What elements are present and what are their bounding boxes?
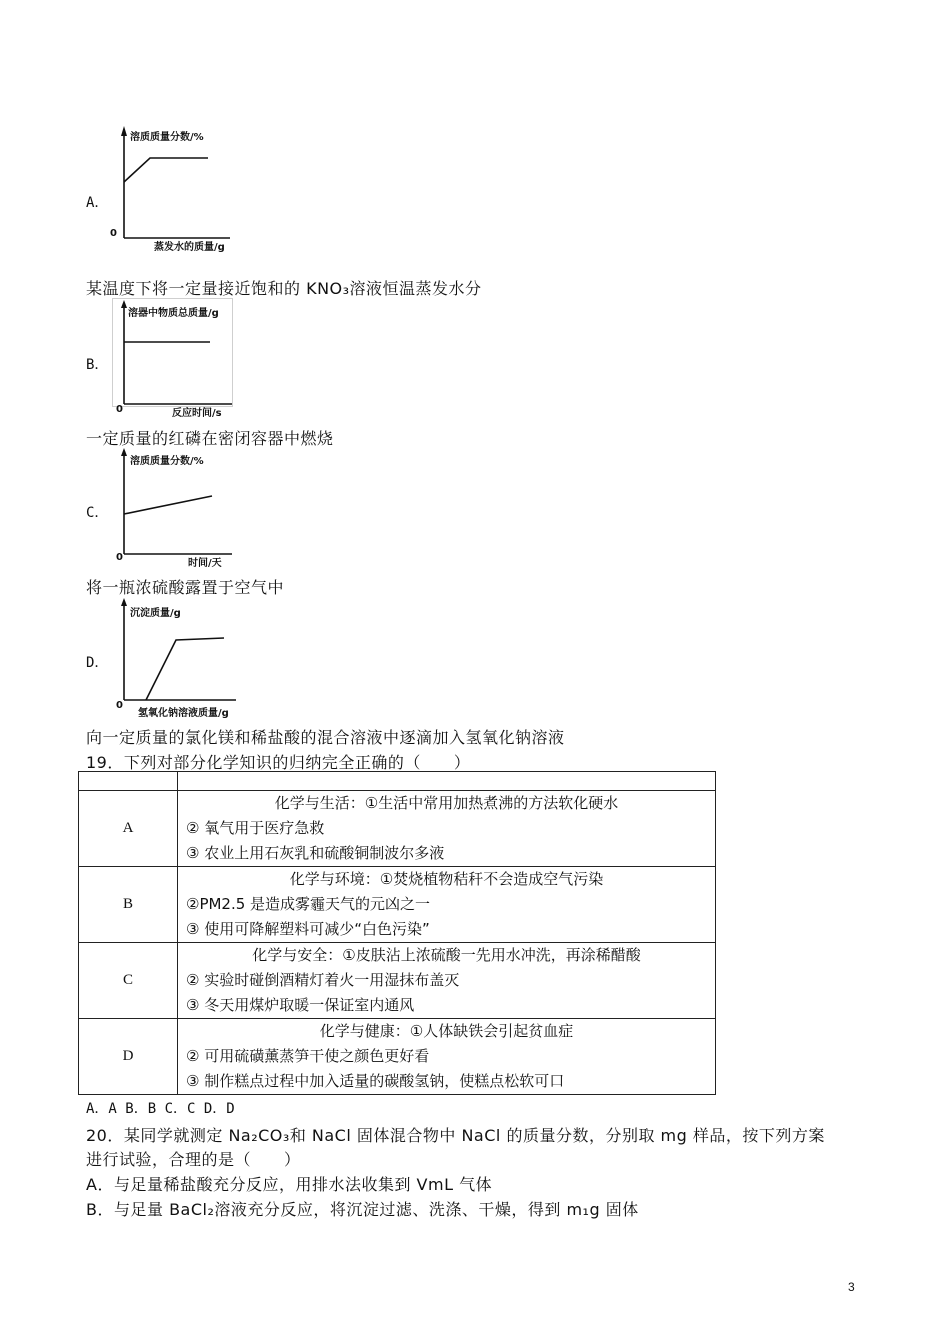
option-c-letter: C． bbox=[86, 505, 109, 521]
q19-row-c-line-3: ③ 冬天用煤炉取暖一保证室内通风 bbox=[186, 996, 415, 1014]
q19-row-d-line-1: 化学与健康：①人体缺铁会引起贫血症 bbox=[319, 1022, 574, 1040]
graph-c-svg bbox=[112, 446, 242, 570]
graph-b-y-label: 溶器中物质总质量/g bbox=[128, 308, 219, 319]
q19-question: 19．下列对部分化学知识的归纳完全正确的（ ） bbox=[86, 753, 471, 772]
graph-d-svg bbox=[112, 596, 247, 720]
q19-row-a-line-2: ② 氧气用于医疗急救 bbox=[186, 819, 325, 837]
q19-header-cell bbox=[178, 772, 716, 791]
graph-c-y-label: 溶质质量分数/% bbox=[130, 456, 204, 467]
option-a-caption: 某温度下将一定量接近饱和的 KNO₃溶液恒温蒸发水分 bbox=[86, 279, 482, 298]
graph-b bbox=[112, 298, 242, 420]
q19-row-b bbox=[79, 867, 716, 943]
graph-c-curve bbox=[124, 496, 212, 514]
graph-d-x-label: 氢氧化钠溶液质量/g bbox=[138, 708, 229, 719]
q19-row-c-content bbox=[178, 943, 716, 1019]
graph-d bbox=[112, 596, 247, 720]
graph-a-curve bbox=[124, 158, 208, 182]
option-b-letter: B． bbox=[86, 357, 109, 373]
graph-a-x-label: 蒸发水的质量/g bbox=[154, 242, 225, 253]
q19-row-d bbox=[79, 1019, 716, 1095]
graph-d-y-label: 沉淀质量/g bbox=[130, 608, 181, 619]
graph-a-y-arrow bbox=[121, 126, 127, 136]
graph-c-y-arrow bbox=[121, 448, 127, 456]
graph-a-svg bbox=[112, 120, 242, 252]
graph-c bbox=[112, 446, 242, 570]
graph-d-origin: 0 bbox=[116, 700, 123, 711]
q20-option-b: B．与足量 BaCl₂溶液充分反应，将沉淀过滤、洗涤、干燥，得到 m₁g 固体 bbox=[86, 1200, 639, 1219]
q19-header-row bbox=[79, 772, 716, 791]
q19-row-d-option: D bbox=[79, 1019, 178, 1095]
q19-answer-choices: A．A B．B C．C D．D bbox=[86, 1101, 235, 1117]
q20-question-line-1: 20．某同学就测定 Na₂CO₃和 NaCl 固体混合物中 NaCl 的质量分数，分别取 mg 样品，按下列方案 bbox=[86, 1126, 825, 1145]
q19-table bbox=[78, 771, 716, 1095]
graph-a bbox=[112, 120, 242, 252]
graph-b-svg bbox=[112, 298, 242, 420]
q19-row-b-line-2: ②PM2.5 是造成雾霾天气的元凶之一 bbox=[186, 895, 431, 913]
q19-row-b-content bbox=[178, 867, 716, 943]
graph-d-y-arrow bbox=[121, 598, 127, 606]
q19-row-a bbox=[79, 791, 716, 867]
graph-b-y-arrow bbox=[121, 300, 127, 308]
option-b-caption: 一定质量的红磷在密闭容器中燃烧 bbox=[86, 429, 334, 448]
q19-row-d-line-3: ③ 制作糕点过程中加入适量的碳酸氢钠，使糕点松软可口 bbox=[186, 1072, 565, 1090]
q20-option-a: A．与足量稀盐酸充分反应，用排水法收集到 VmL 气体 bbox=[86, 1175, 493, 1194]
graph-a-y-label: 溶质质量分数/% bbox=[130, 132, 204, 143]
q19-row-c-line-1: 化学与安全：①皮肤沾上浓硫酸一先用水冲洗，再涂稀醋酸 bbox=[252, 946, 641, 964]
q19-row-d-content bbox=[178, 1019, 716, 1095]
option-d-caption: 向一定质量的氯化镁和稀盐酸的混合溶液中逐滴加入氢氧化钠溶液 bbox=[86, 728, 565, 747]
page-number: 3 bbox=[848, 1280, 855, 1294]
q19-row-b-line-1: 化学与环境：①焚烧植物秸秆不会造成空气污染 bbox=[289, 870, 604, 888]
q19-row-a-line-3: ③ 农业上用石灰乳和硫酸铜制波尔多液 bbox=[186, 844, 445, 862]
graph-c-origin: 0 bbox=[116, 552, 123, 563]
graph-a-origin: 0 bbox=[110, 228, 117, 239]
q19-row-d-line-2: ② 可用硫磺薰蒸笋干使之颜色更好看 bbox=[186, 1047, 430, 1065]
q19-row-c-option: C bbox=[79, 943, 178, 1019]
option-d-letter: D． bbox=[86, 655, 109, 671]
q19-header-cell bbox=[79, 772, 178, 791]
q20-question-line-2: 进行试验，合理的是（ ） bbox=[86, 1150, 301, 1169]
q19-row-c-line-2: ② 实验时碰倒酒精灯着火一用湿抹布盖灭 bbox=[186, 971, 460, 989]
graph-b-x-label: 反应时间/s bbox=[172, 408, 222, 419]
q19-row-a-line-1: 化学与生活：①生活中常用加热煮沸的方法软化硬水 bbox=[274, 794, 619, 812]
graph-c-x-label: 时间/天 bbox=[188, 558, 222, 569]
graph-d-curve bbox=[146, 638, 224, 700]
q19-row-a-option: A bbox=[79, 791, 178, 867]
q19-row-c bbox=[79, 943, 716, 1019]
option-c-caption: 将一瓶浓硫酸露置于空气中 bbox=[86, 578, 285, 597]
option-a-letter: A． bbox=[86, 195, 109, 211]
q19-row-b-line-3: ③ 使用可降解塑料可减少“白色污染” bbox=[186, 920, 430, 938]
q19-row-a-content bbox=[178, 791, 716, 867]
graph-b-origin: 0 bbox=[116, 404, 123, 415]
q19-row-b-option: B bbox=[79, 867, 178, 943]
